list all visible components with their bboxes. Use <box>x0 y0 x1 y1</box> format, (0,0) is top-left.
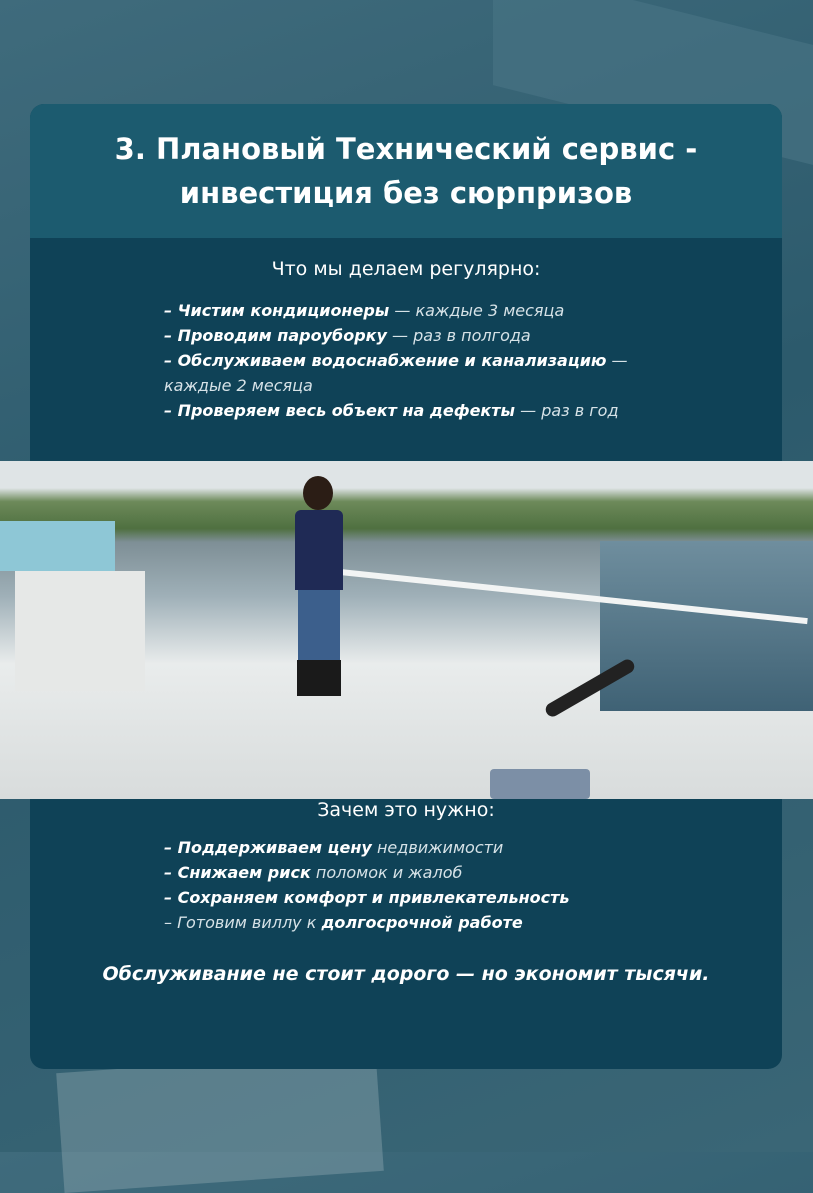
page-title: 3. Плановый Технический сервис - инвестиция без сюрпризов <box>114 132 698 210</box>
list-item: – Сохраняем комфорт и привлекательность <box>164 888 570 907</box>
regular-heading: Что мы делаем регулярно: <box>271 258 541 280</box>
list-item: – Чистим кондиционеры — каждые 3 месяца <box>164 301 565 320</box>
why-section <box>30 799 782 985</box>
regular-list <box>164 298 634 423</box>
slogan: Обслуживание не стоит дорого — но экономит тысячи. <box>102 963 710 985</box>
list-item: – Обслуживаем водоснабжение и канализацию — каждые 2 месяца <box>164 351 628 395</box>
lake <box>600 541 813 711</box>
list-item: – Снижаем риск поломок и жалоб <box>164 863 463 882</box>
why-list <box>164 835 634 935</box>
list-item: – Поддерживаем цену недвижимости <box>164 838 504 857</box>
card-header <box>30 104 782 238</box>
list-item: – Проверяем весь объект на дефекты — раз в год <box>164 401 619 420</box>
why-heading: Зачем это нужно: <box>317 799 495 821</box>
list-item: – Проводим пароуборку — раз в полгода <box>164 326 531 345</box>
service-photo <box>0 461 813 799</box>
regular-section <box>30 238 782 423</box>
list-item: – Готовим виллу к долгосрочной работе <box>164 913 523 932</box>
steam-cleaner <box>490 671 610 799</box>
worker <box>295 476 345 696</box>
background-paper <box>56 1051 384 1193</box>
wall-panel <box>15 571 145 691</box>
pool-glass <box>0 521 115 571</box>
